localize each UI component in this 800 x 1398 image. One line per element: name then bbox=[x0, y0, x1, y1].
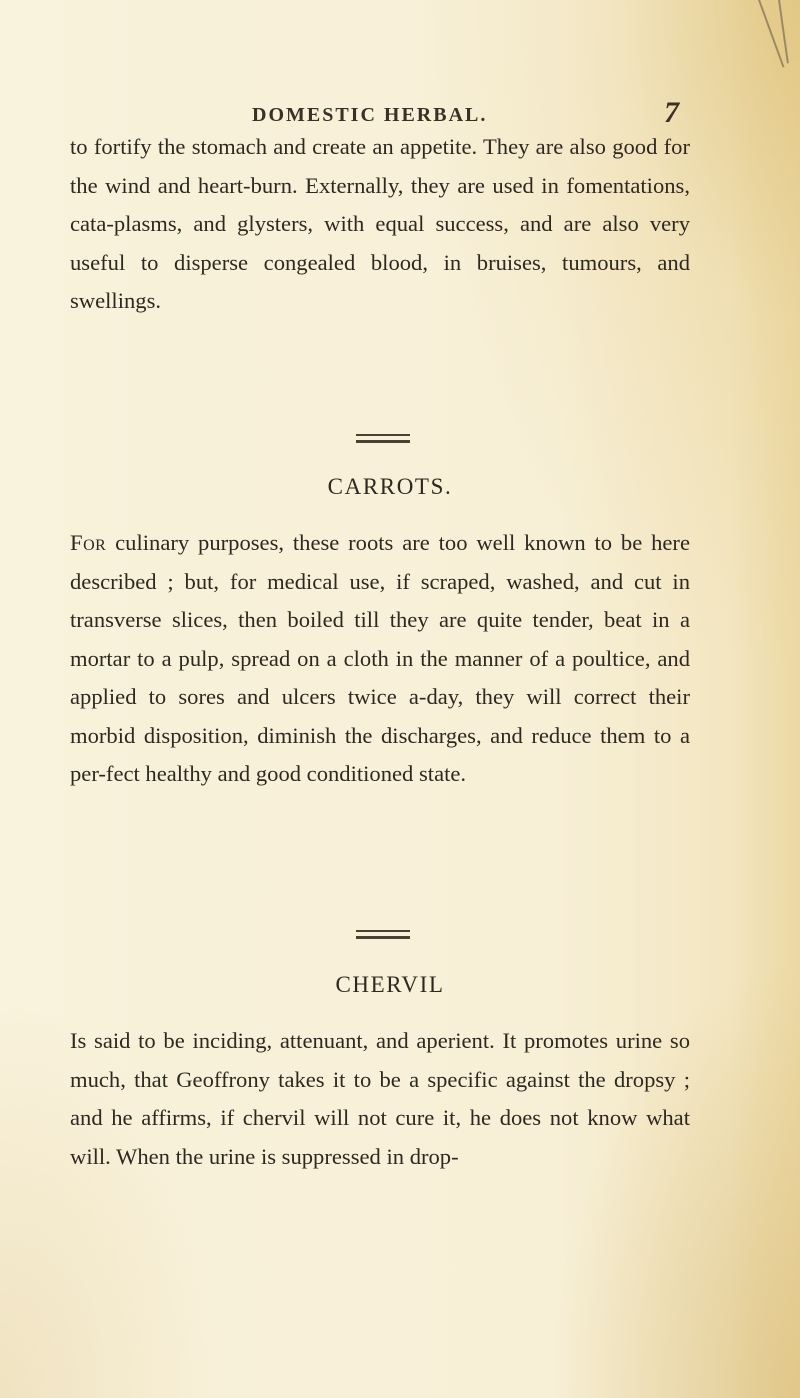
lead-word: For bbox=[70, 530, 107, 555]
page-edge-shading bbox=[730, 0, 800, 1398]
continuation-paragraph: to fortify the stomach and create an appetite. They are also good for the wind and heart-burn. Externally, they are used in fomentations, cata-plasms, and glysters, with equal success, and are also very useful to disperse congealed blood, in bruises, tumours, and swellings. bbox=[70, 134, 690, 313]
section-divider bbox=[356, 930, 410, 932]
section-body-chervil bbox=[70, 1022, 690, 1176]
body-text: culinary purposes, these roots are too well known to be here described ; but, for medical use, if scraped, washed, and cut in transverse slices, then boiled till they are quite tender, beat in a mortar to a pulp, spread on a cloth in the manner of a poultice, and applied to sores and ulcers twice a-day, they will correct their morbid disposition, diminish the discharges, and reduce them to a per-fect healthy and good conditioned state. bbox=[70, 530, 690, 786]
body-text: said to be inciding, attenuant, and aperient. It promotes urine so much, that Geoffrony takes it to be a specific against the dropsy ; and he affirms, if chervil will not cure it, he does not know what will. When the urine is suppressed in drop- bbox=[70, 1028, 691, 1169]
section-divider bbox=[356, 440, 410, 443]
running-title: DOMESTIC HERBAL. bbox=[252, 104, 488, 126]
page-number: 7 bbox=[664, 96, 679, 129]
section-heading-carrots: CARROTS. bbox=[327, 474, 453, 499]
section-body-carrots bbox=[70, 524, 690, 794]
section-divider bbox=[356, 434, 410, 436]
section-divider bbox=[356, 936, 410, 939]
lead-word: Is bbox=[70, 1028, 87, 1053]
section-heading-chervil: CHERVIL bbox=[335, 972, 445, 997]
